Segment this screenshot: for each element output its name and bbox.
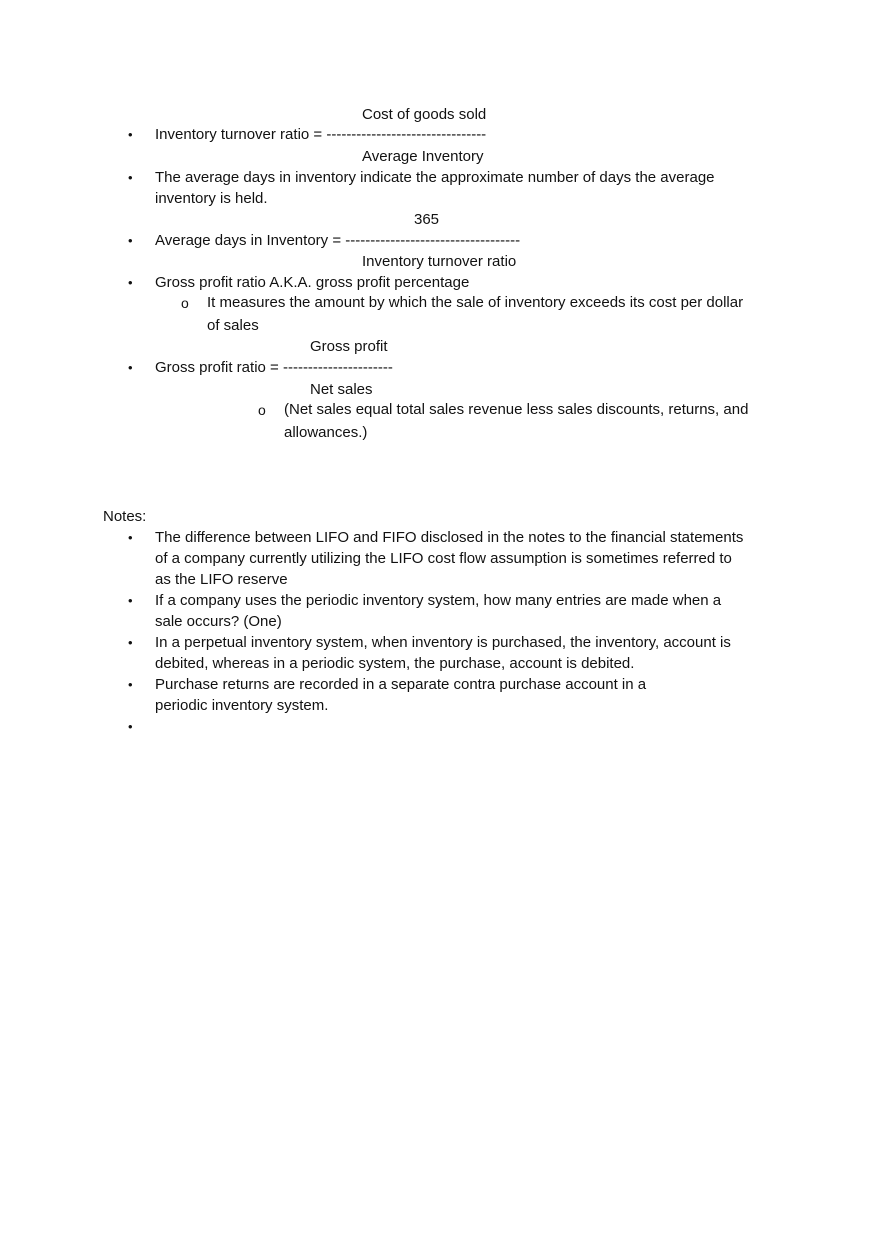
note-item-1-cont: as the LIFO reserve — [155, 571, 288, 588]
notes-heading: Notes: — [103, 508, 147, 525]
note-item-1: The difference between LIFO and FIFO disclosed in the notes to the financial statements — [155, 529, 744, 546]
note-item-2: If a company uses the periodic inventory system, how many entries are made when a — [155, 592, 722, 609]
sub-bullet: o — [258, 402, 266, 418]
bullet-empty: • — [128, 719, 133, 734]
gross-profit-numerator: Gross profit — [310, 338, 388, 355]
turnover-formula: Inventory turnover ratio = -------------------------------- — [155, 126, 487, 143]
bullet: • — [128, 127, 133, 142]
bullet: • — [128, 233, 133, 248]
avg-days-description: The average days in inventory indicate the approximate number of days the average — [155, 169, 715, 186]
avg-days-formula: Average days in Inventory = ----------------------------------- — [155, 232, 521, 249]
note-item-3: In a perpetual inventory system, when inventory is purchased, the inventory, account is — [155, 634, 731, 651]
gross-profit-sub-cont: of sales — [207, 317, 259, 334]
gross-profit-heading: Gross profit ratio A.K.A. gross profit percentage — [155, 274, 470, 291]
bullet: • — [128, 360, 133, 375]
avg-days-denominator: Inventory turnover ratio — [362, 253, 517, 270]
bullet: • — [128, 635, 133, 650]
bullet: • — [128, 677, 133, 692]
avg-days-description-cont: inventory is held. — [155, 190, 268, 207]
note-item-1-cont: of a company currently utilizing the LIFO cost flow assumption is sometimes referred to — [155, 550, 732, 567]
bullet: • — [128, 530, 133, 545]
gross-profit-denominator: Net sales — [310, 381, 373, 398]
note-item-4-cont: periodic inventory system. — [155, 697, 329, 714]
gross-profit-sub: It measures the amount by which the sale of inventory exceeds its cost per dollar — [207, 294, 744, 311]
sub-bullet: o — [181, 295, 189, 311]
turnover-numerator: Cost of goods sold — [362, 106, 487, 123]
bullet: • — [128, 275, 133, 290]
bullet: • — [128, 593, 133, 608]
gross-profit-formula: Gross profit ratio = ---------------------- — [155, 359, 393, 376]
note-item-4: Purchase returns are recorded in a separate contra purchase account in a — [155, 676, 647, 693]
note-item-2-cont: sale occurs? (One) — [155, 613, 282, 630]
net-sales-note: (Net sales equal total sales revenue less sales discounts, returns, and — [284, 401, 749, 418]
turnover-denominator: Average Inventory — [362, 148, 484, 165]
avg-days-numerator: 365 — [414, 211, 440, 228]
note-item-3-cont: debited, whereas in a periodic system, the purchase, account is debited. — [155, 655, 635, 672]
bullet: • — [128, 170, 133, 185]
net-sales-note-cont: allowances.) — [284, 424, 368, 441]
